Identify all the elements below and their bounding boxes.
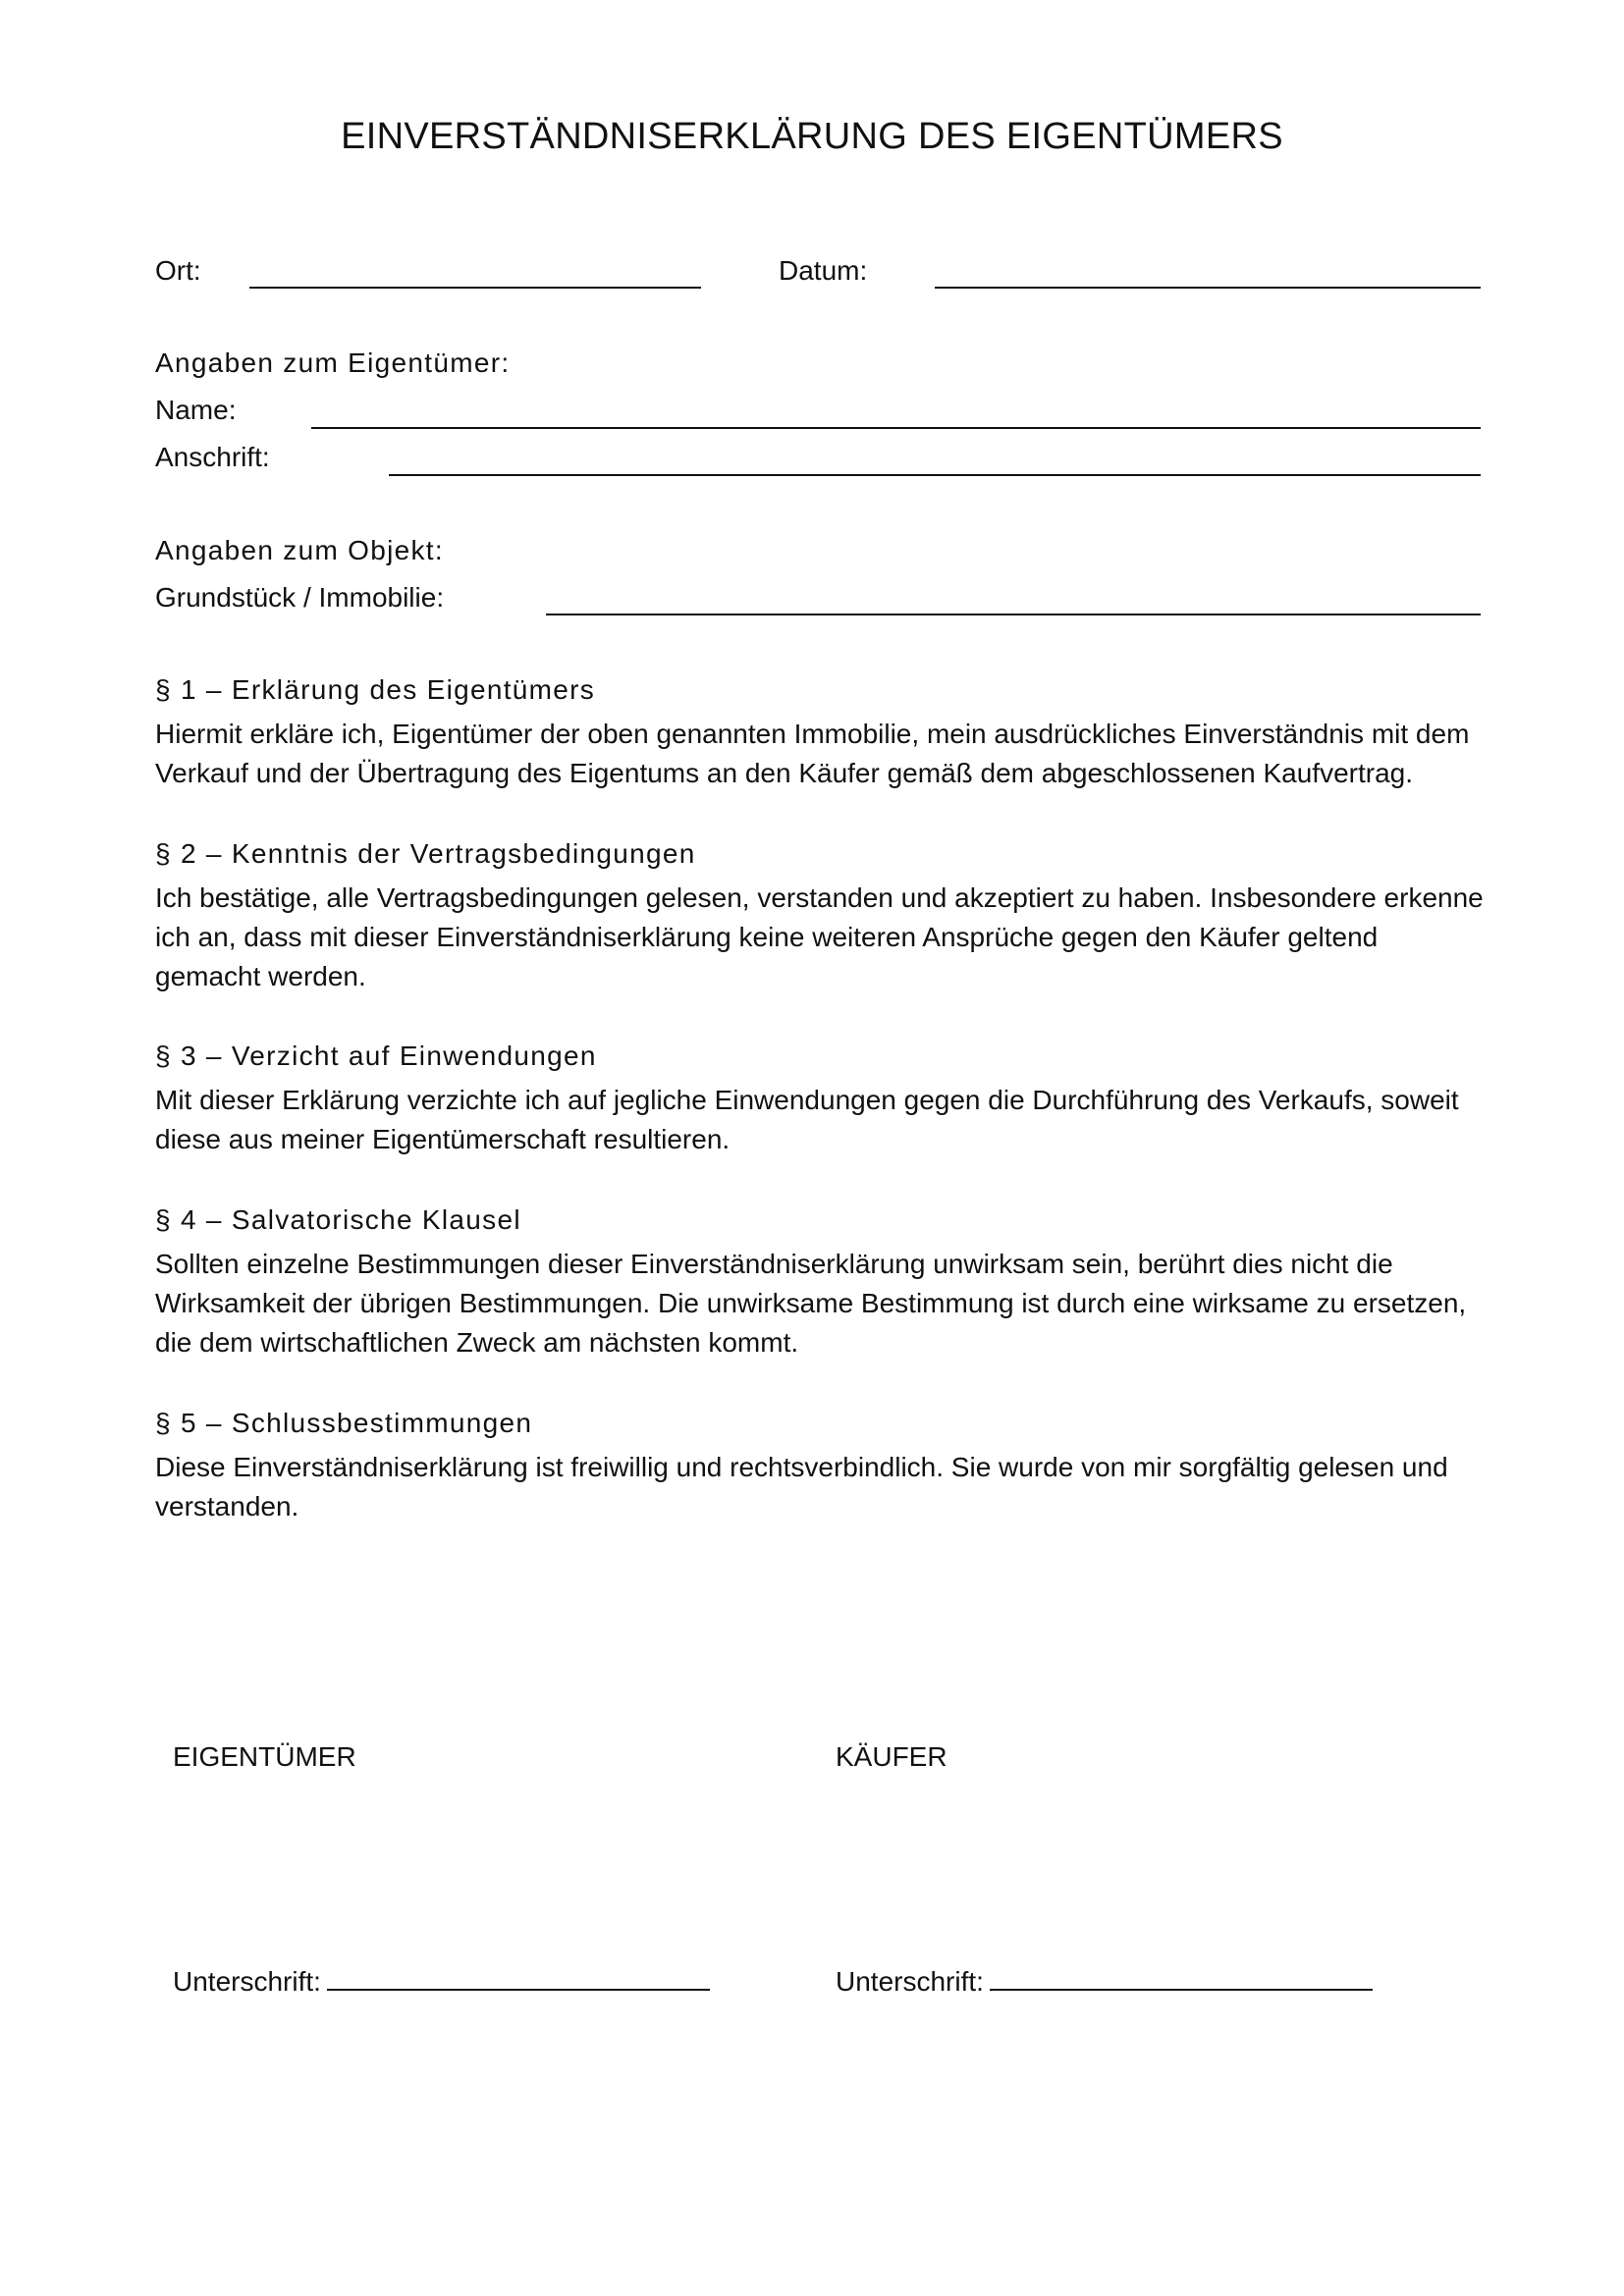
owner-name-input-line[interactable] — [311, 427, 1481, 429]
datum-label: Datum: — [779, 255, 868, 286]
section-heading: § 5 – Schlussbestimmungen — [155, 1408, 533, 1438]
owner-signature-line[interactable] — [327, 1963, 710, 1991]
section-heading: § 2 – Kenntnis der Vertragsbedingungen — [155, 838, 696, 869]
document-title: EINVERSTÄNDNISERKLÄRUNG DES EIGENTÜMERS — [341, 116, 1283, 157]
section-body: Diese Einverständniserklärung ist freiwillig und rechtsverbindlich. Sie wurde von mir sorgfältig gelesen und verstanden. — [155, 1452, 1448, 1522]
buyer-signature-label: Unterschrift: — [836, 1966, 984, 1997]
property-label: Grundstück / Immobilie: — [155, 582, 445, 613]
owner-address-label: Anschrift: — [155, 442, 270, 472]
owner-address-input-line[interactable] — [389, 474, 1481, 476]
owner-signature-label: Unterschrift: — [173, 1966, 321, 1997]
buyer-signature-heading: KÄUFER — [836, 1741, 947, 1772]
section-heading: § 4 – Salvatorische Klausel — [155, 1204, 521, 1235]
section-4 — [155, 1201, 1490, 1362]
section-1 — [155, 670, 1490, 793]
buyer-signature-field — [836, 1963, 1373, 1998]
section-5 — [155, 1404, 1490, 1526]
object-heading: Angaben zum Objekt: — [155, 535, 444, 565]
section-body: Mit dieser Erklärung verzichte ich auf jegliche Einwendungen gegen die Durchführung des Verkaufs, soweit diese aus meiner Eigentümerschaft resultieren. — [155, 1085, 1459, 1154]
ort-label: Ort: — [155, 255, 201, 286]
section-body: Hiermit erkläre ich, Eigentümer der oben genannten Immobilie, mein ausdrückliches Einverständnis mit dem Verkauf und der Übertragung des Eigentums an den Käufer gemäß dem abgeschlossenen Kaufvertrag. — [155, 719, 1470, 788]
section-body: Sollten einzelne Bestimmungen dieser Einverständniserklärung unwirksam sein, berührt dies nicht die Wirksamkeit der übrigen Bestimmungen. Die unwirksame Bestimmung ist durch eine wirksame zu ersetzen, die dem wirtschaftlichen Zweck am nächsten kommt. — [155, 1249, 1467, 1358]
ort-input-line[interactable] — [249, 287, 701, 289]
owner-signature-field — [173, 1963, 710, 1998]
property-input-line[interactable] — [546, 614, 1481, 615]
buyer-signature-line[interactable] — [990, 1963, 1373, 1991]
owner-name-label: Name: — [155, 395, 237, 425]
datum-input-line[interactable] — [935, 287, 1481, 289]
owner-heading: Angaben zum Eigentümer: — [155, 347, 511, 378]
section-heading: § 1 – Erklärung des Eigentümers — [155, 674, 596, 705]
section-2 — [155, 834, 1490, 996]
owner-signature-heading: EIGENTÜMER — [173, 1741, 356, 1772]
section-3 — [155, 1037, 1490, 1159]
section-body: Ich bestätige, alle Vertragsbedingungen gelesen, verstanden und akzeptiert zu haben. Insbesondere erkenne ich an, dass mit dieser Einverständniserklärung keine weiteren Ansprüche gegen den Käufer geltend gemacht werden. — [155, 882, 1484, 991]
section-heading: § 3 – Verzicht auf Einwendungen — [155, 1041, 597, 1071]
